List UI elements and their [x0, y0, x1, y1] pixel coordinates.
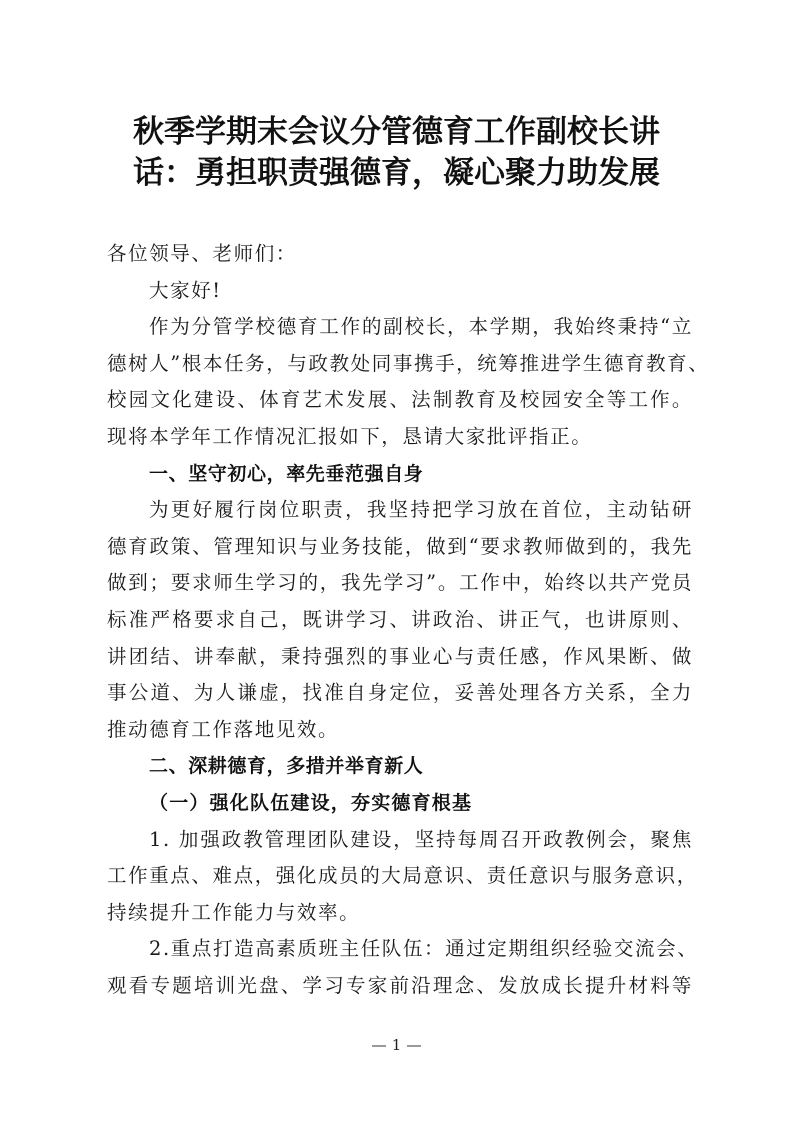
list-item-line: 工作重点、难点，强化成员的大局意识、责任意识与服务意识，	[107, 864, 698, 888]
section-heading: 二、深耕德育，多措并举育新人	[149, 755, 424, 778]
list-item-line: 观看专题培训光盘、学习专家前沿理念、发放成长提升材料等	[107, 973, 693, 997]
paragraph-line: 现将本学年工作情况汇报如下，恳请大家批评指正。	[107, 424, 593, 448]
paragraph-line: 校园文化建设、体育艺术发展、法制教育及校园安全等工作。	[107, 388, 693, 412]
subsection-heading: （一）强化队伍建设，夯实德育根基	[149, 791, 473, 814]
paragraph-line: 做到；要求师生学习的，我先学习”。工作中，始终以共产党员	[107, 571, 693, 595]
paragraph-line: 为更好履行岗位职责，我坚持把学习放在首位，主动钻研	[149, 498, 693, 522]
greeting: 大家好!	[149, 278, 222, 302]
list-item-line: 2.重点打造高素质班主任队伍：通过定期组织经验交流会、	[149, 937, 699, 961]
paragraph-line: 标准严格要求自己，既讲学习、讲政治、讲正气，也讲原则、	[107, 607, 693, 631]
section-heading: 一、坚守初心，率先垂范强自身	[149, 462, 424, 485]
page-number-value: 1	[391, 1036, 402, 1054]
dash-decoration	[407, 1045, 421, 1047]
paragraph-line: 作为分管学校德育工作的副校长，本学期，我始终秉持“立	[149, 315, 693, 339]
document-title	[100, 112, 693, 194]
salutation: 各位领导、老师们：	[107, 242, 297, 265]
page-number	[0, 1036, 793, 1054]
paragraph-line: 讲团结、讲奉献，秉持强烈的事业心与责任感，作风果断、做	[107, 644, 693, 668]
document-body	[107, 236, 710, 1004]
paragraph-line: 事公道、为人谦虚，找准自身定位，妥善处理各方关系，全力	[107, 681, 693, 705]
title-line: 话：勇担职责强德育，凝心聚力助发展	[133, 155, 660, 191]
paragraph-line: 德树人”根本任务，与政教处同事携手，统筹推进学生德育教育、	[107, 351, 710, 375]
list-item-line: 1. 加强政教管理团队建设，坚持每周召开政教例会，聚焦	[149, 827, 693, 851]
paragraph-line: 推动德育工作落地见效。	[107, 717, 340, 741]
dash-decoration	[372, 1045, 386, 1047]
title-line: 秋季学期末会议分管德育工作副校长讲	[133, 114, 660, 150]
list-item-line: 持续提升工作能力与效率。	[107, 900, 361, 924]
paragraph-line: 德育政策、管理知识与业务技能，做到“要求教师做到的，我先	[107, 534, 693, 558]
